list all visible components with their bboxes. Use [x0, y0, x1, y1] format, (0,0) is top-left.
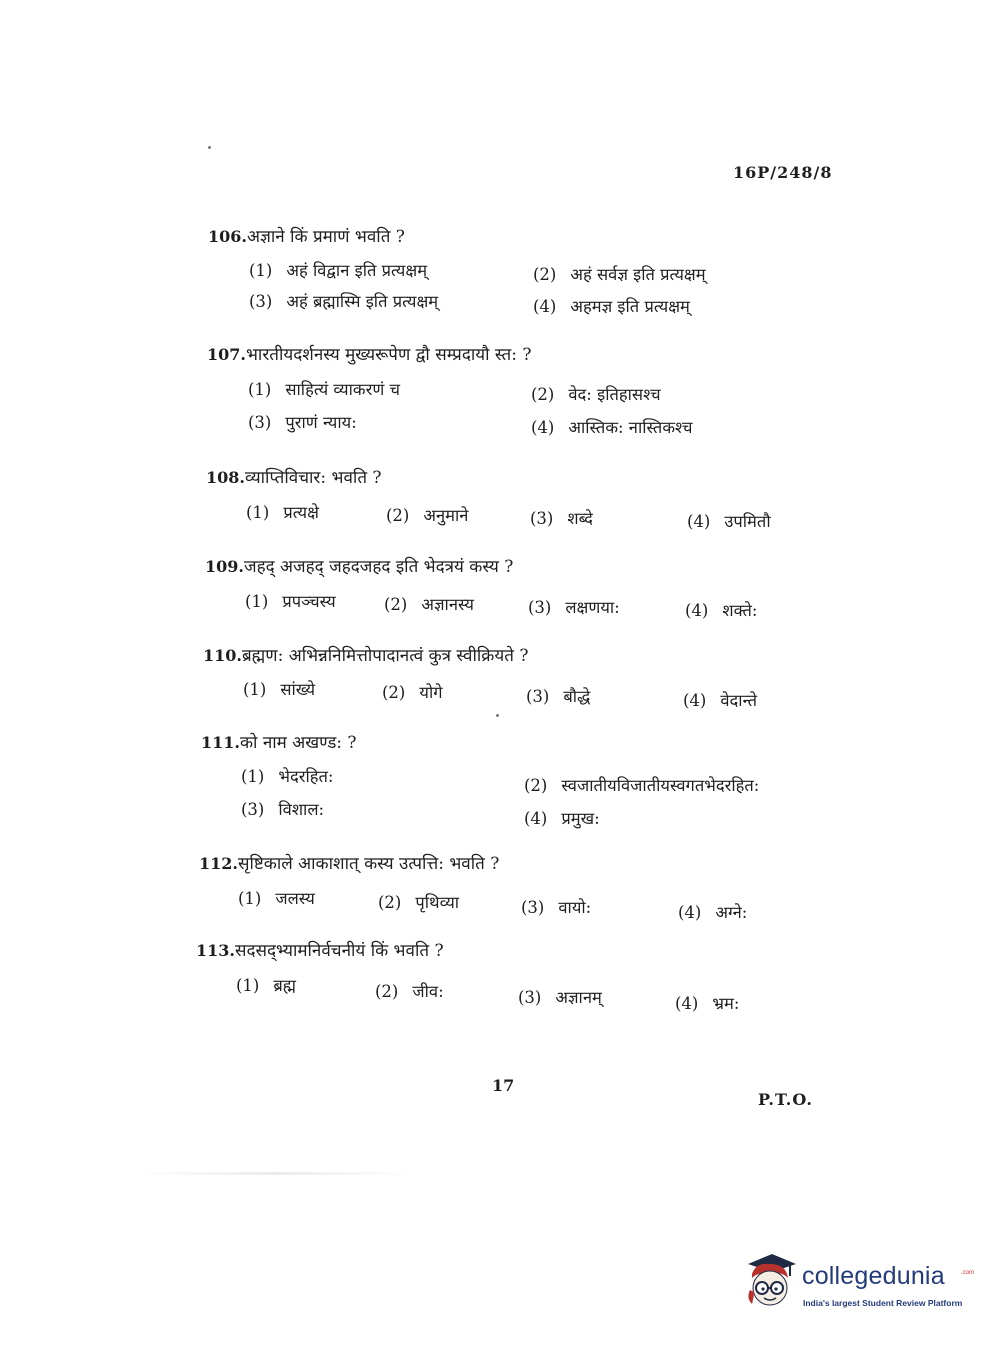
- question-text: व्याप्तिविचार: भवति ?: [244, 468, 382, 488]
- question-text: को नाम अखण्ड: ?: [239, 733, 357, 753]
- question-number: 107.: [207, 345, 246, 364]
- option-3: (3) अज्ञानम्: [518, 988, 602, 1007]
- option-4: (4) आस्तिक: नास्तिकश्च: [531, 418, 693, 437]
- option-3: (3) शब्दे: [530, 509, 593, 528]
- question-number: 106.: [208, 227, 247, 246]
- logo-wordmark: collegedunia: [802, 1262, 945, 1290]
- option-2: (2) स्वजातीयविजातीयस्वगतभेदरहित:: [524, 776, 760, 795]
- question-110: [203, 643, 528, 666]
- option-4: (4) अहमज्ञ इति प्रत्यक्षम्: [533, 297, 690, 316]
- question-number: 112.: [199, 854, 238, 873]
- question-number: 111.: [201, 733, 240, 752]
- logo-tagline: India's largest Student Review Platform: [803, 1298, 963, 1308]
- paper-code: 16P/248/8: [733, 163, 833, 182]
- option-4: (4) प्रमुख:: [524, 809, 600, 828]
- option-1: (1) ब्रह्म: [236, 976, 297, 995]
- option-2: (2) जीव:: [375, 982, 444, 1001]
- question-text: ब्रह्मण: अभिन्ननिमित्तोपादानत्वं कुत्र स्वीक्रियते ?: [241, 646, 529, 666]
- option-4: (4) अग्ने:: [678, 903, 748, 922]
- question-113: [196, 938, 444, 961]
- option-2: (2) अनुमाने: [386, 506, 469, 525]
- question-text: सृष्टिकाले आकाशात् कस्य उत्पत्ति: भवति ?: [237, 854, 500, 874]
- option-3: (3) बौद्धे: [526, 687, 591, 706]
- option-3: (3) विशाल:: [241, 800, 325, 819]
- question-stem: [201, 730, 357, 753]
- option-3: (3) अहं ब्रह्मास्मि इति प्रत्यक्षम्: [249, 292, 439, 311]
- option-3: (3) लक्षणया:: [528, 598, 620, 617]
- option-2: (2) अहं सर्वज्ञ इति प्रत्यक्षम्: [533, 265, 706, 284]
- option-1: (1) सांख्ये: [243, 680, 316, 699]
- question-107: [207, 342, 531, 365]
- option-1: (1) अहं विद्वान इति प्रत्यक्षम्: [249, 261, 428, 280]
- mascot-icon: [742, 1250, 798, 1314]
- question-number: 108.: [206, 468, 245, 487]
- scan-speck: [496, 714, 499, 717]
- option-4: (4) वेदान्ते: [683, 691, 758, 710]
- question-stem: [203, 643, 528, 666]
- option-2: (2) अज्ञानस्य: [384, 595, 474, 614]
- question-number: 113.: [196, 941, 235, 960]
- question-text: जहद् अजहद् जहदजहद इति भेदत्रयं कस्य ?: [243, 557, 514, 577]
- question-text: सदसद्भ्यामनिर्वचनीयं किं भवति ?: [234, 941, 444, 961]
- collegedunia-logo: [742, 1250, 975, 1320]
- question-109: [205, 554, 513, 577]
- question-stem: [208, 224, 405, 247]
- question-number: 110.: [203, 646, 242, 665]
- option-4: (4) भ्रम:: [675, 994, 740, 1013]
- question-stem: [207, 342, 531, 365]
- option-4: (4) शक्ते:: [685, 601, 758, 620]
- pto-label: P.T.O.: [758, 1090, 813, 1109]
- option-2: (2) योगे: [382, 683, 443, 702]
- option-3: (3) पुराणं न्याय:: [248, 413, 357, 432]
- question-stem: [196, 938, 444, 961]
- scan-smudge: [135, 1172, 415, 1175]
- question-112: [199, 851, 499, 874]
- question-stem: [206, 465, 382, 488]
- question-text: भारतीयदर्शनस्य मुख्यरूपेण द्वौ सम्प्रदायौ स्त: ?: [245, 345, 532, 365]
- question-number: 109.: [205, 557, 244, 576]
- option-1: (1) साहित्यं व्याकरणं च: [248, 380, 400, 399]
- option-1: (1) जलस्य: [238, 889, 315, 908]
- option-1: (1) प्रत्यक्षे: [246, 503, 319, 522]
- option-2: (2) पृथिव्या: [378, 893, 460, 912]
- question-stem: [205, 554, 513, 577]
- option-2: (2) वेद: इतिहासश्च: [531, 385, 661, 404]
- scan-speck: [208, 146, 211, 149]
- option-3: (3) वायो:: [521, 898, 592, 917]
- question-111: [201, 730, 357, 753]
- option-4: (4) उपमितौ: [687, 512, 771, 531]
- question-stem: [199, 851, 499, 874]
- page-number: 17: [492, 1076, 515, 1095]
- logo-dotcom: .com: [961, 1270, 975, 1276]
- question-106: [208, 224, 405, 247]
- question-108: [206, 465, 382, 488]
- option-1: (1) प्रपञ्चस्य: [245, 592, 336, 611]
- question-text: अज्ञाने किं प्रमाणं भवति ?: [246, 227, 405, 247]
- option-1: (1) भेदरहित:: [241, 767, 334, 786]
